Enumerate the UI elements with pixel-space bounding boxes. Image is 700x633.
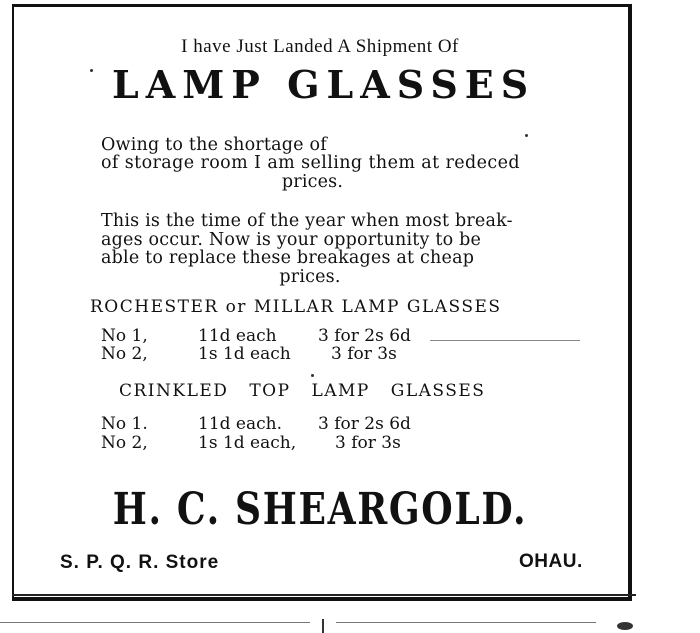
- town-name: OHAU.: [519, 551, 583, 572]
- section2-title: CRINKLED TOP LAMP GLASSES: [119, 381, 486, 401]
- bottom-tick: [322, 619, 324, 633]
- para2-line1: This is the time of the year when most break-: [101, 211, 513, 231]
- section2-row1-no: No 1.: [101, 414, 148, 434]
- intro-line: I have Just Landed A Shipment Of: [181, 36, 459, 57]
- section1-row1-no: No 1,: [101, 326, 148, 346]
- para1-line2: of storage room I am selling them at redeced: [101, 153, 520, 173]
- bottom-rule-left: [0, 622, 310, 623]
- section2-row2-bulk: 3 for 3s: [335, 433, 401, 453]
- para2-line4: prices.: [279, 267, 341, 287]
- para1-line1: Owing to the shortage of: [101, 135, 327, 155]
- merchant-name: H. C. SHEARGOLD.: [112, 484, 528, 535]
- print-smudge-rule: [430, 340, 580, 341]
- ink-speck: [617, 622, 633, 630]
- section1-title: ROCHESTER or MILLAR LAMP GLASSES: [90, 297, 502, 317]
- ink-dot: [90, 69, 93, 72]
- section2-row2-no: No 2,: [101, 433, 148, 453]
- section1-row2-no: No 2,: [101, 344, 148, 364]
- bottom-rule-right: [336, 622, 596, 623]
- headline: LAMP GLASSES: [112, 62, 536, 107]
- para2-line2: ages occur. Now is your opportunity to be: [101, 230, 482, 250]
- para1-line3: prices.: [281, 172, 344, 192]
- para2-line3: able to replace these breakages at cheap: [101, 248, 475, 268]
- section2-row1-each: 11d each.: [198, 414, 282, 434]
- ink-dot: [525, 134, 528, 137]
- section2-row1-bulk: 3 for 2s 6d: [318, 414, 411, 434]
- border-rule: [12, 594, 636, 596]
- ink-dot: [311, 374, 314, 377]
- section2-row2-each: 1s 1d each,: [198, 433, 297, 453]
- store-name: S. P. Q. R. Store: [60, 552, 220, 573]
- section1-row2-bulk: 3 for 3s: [331, 344, 397, 364]
- section1-row2-each: 1s 1d each: [198, 344, 291, 364]
- section1-row1-bulk: 3 for 2s 6d: [318, 326, 411, 346]
- section1-row1-each: 11d each: [198, 326, 277, 346]
